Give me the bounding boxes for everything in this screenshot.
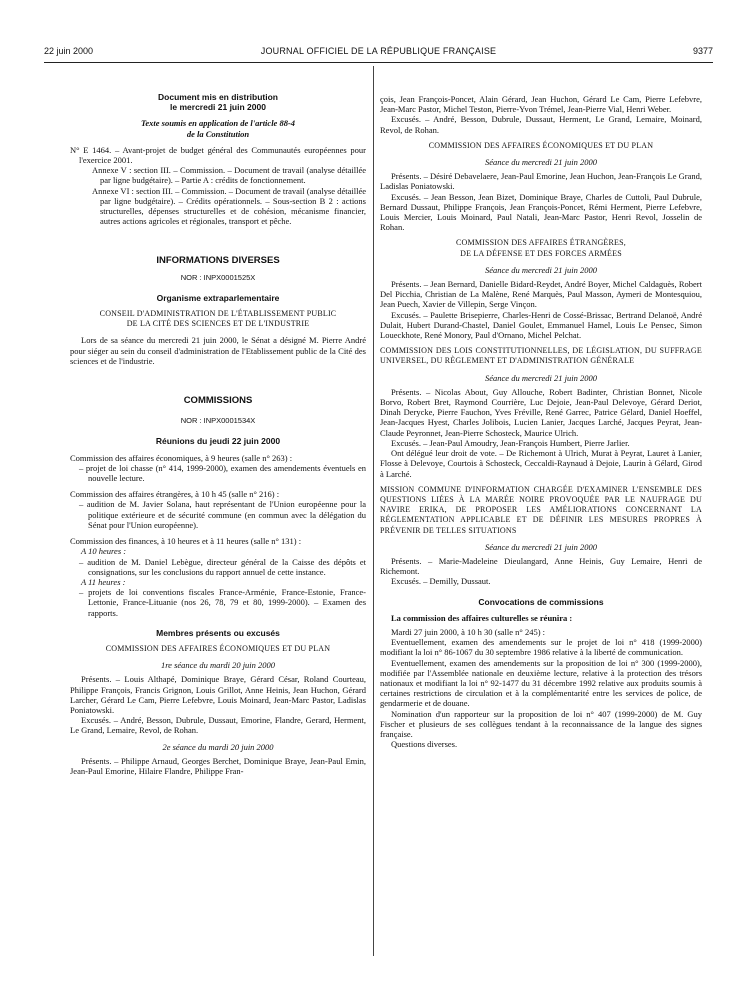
commission-etr-head: Commission des affaires étrangères, à 10 h 45 (salle n° 216) : (70, 489, 280, 500)
annexe-vi: Annexe VI : section III. – Commission. – Document de travail (analyse détaillée par ligne budgétaire). – Crédits opérationnels. – Sous-section B 2 : actions structurelles, dépenses structurelles et de cohésion, mécanisme financier, autres actions agricoles et régionales, transport et pêche. (92, 185, 366, 227)
conseil-text: Lors de sa séance du mercredi 21 juin 2000, le Sénat a désigné M. Pierre André pour siéger au sein du conseil d'administration de l'Etablissement public de la Cité des sciences et de l'industrie. (70, 335, 366, 366)
section-commissions: COMMISSIONS (183, 395, 253, 407)
excuses-1: Excusés. – André, Besson, Dubrule, Dussaut, Emorine, Flandre, Gerard, Herment, Le Grand, Lemaire, Revol, de Rohan. (70, 715, 366, 736)
convocation-p1: Eventuellement, examen des amendements sur le projet de loi n° 418 (1999-2000) modifiant la loi n° 86-1067 du 30 septembre 1986 relative à la liberté de communication. (380, 637, 702, 658)
membres-heading: Membres présents ou excusés (156, 627, 280, 638)
right-column (380, 94, 702, 749)
annexe-v: Annexe V : section III. – Commission. – Document de travail (analyse détaillée par ligne budgétaire). – Partie A : crédits de fonctionnement. (92, 165, 366, 186)
cae-heading: COMMISSION DES AFFAIRES ÉCONOMIQUES ET DU PLAN (105, 643, 331, 653)
convocation-p4: Questions diverses. (391, 739, 458, 750)
cae-heading-r: COMMISSION DES AFFAIRES ÉCONOMIQUES ET DU PLAN (428, 140, 654, 150)
texte-heading: Texte soumis en application de l'article 88-4 (140, 118, 296, 129)
mardi-line: Mardi 27 juin 2000, à 10 h 30 (salle n° 245) : (391, 626, 546, 637)
organisme-heading: Organisme extraparlementaire (156, 292, 280, 303)
commission-fin-a11: A 11 heures : (81, 576, 126, 587)
commission-fin-a10: A 10 heures : (81, 546, 127, 557)
excuses-b: Excusés. – Paulette Brisepierre, Charles-Henri de Cossé-Brissac, Bertrand Delanoë, André Dulait, Hubert Durand-Chastel, Daniel Goulet, Emmanuel Hamel, Louis Le Pensec, Simon Loueckhote, René Monory, Paul d'Ornano, Michel Pelchat. (380, 309, 702, 341)
presents-2: Présents. – Philippe Arnaud, Georges Berchet, Dominique Braye, Jean-Paul Emin, Jean-Paul Emorine, Hilaire Flandre, Philippe Fran- (70, 755, 366, 776)
excuses-a: Excusés. – Jean Besson, Jean Bizet, Dominique Braye, Charles de Cuttoli, Paul Dubrule, Bernard Dussaut, Philippe François, Jean François-Poncet, Rémi Herment, Pierre Lefebvre, Louis Mercier, Louis Moinard, Paul Natali, Jean-Marc Pastor, Henri Revol, Josselin de Rohan. (380, 191, 702, 233)
culture-heading: La commission des affaires culturelles se réunira : (391, 612, 573, 623)
cae2-heading-2: DE LA DÉFENSE ET DES FORCES ARMÉES (460, 248, 622, 258)
header-title: JOURNAL OFFICIEL DE LA RÉPUBLIQUE FRANÇAISE (260, 46, 497, 56)
presents-1: Présents. – Louis Althapé, Dominique Braye, Gérard César, Roland Courteau, Philippe François, Francis Grignon, Louis Grillot, Anne Heinis, Jean Huchon, Gérard Larcher, Gérard Le Cam, Pierre Lefebvre, Louis Moinard, Jean-Marc Pastor, Ladislas Poniatowski. (70, 674, 366, 715)
commission-eco-item: – projet de loi chasse (n° 414, 1999-2000), examen des amendements éventuels en nouvelle lecture. (79, 462, 366, 484)
presents-d: Présents. – Marie-Madeleine Dieulangard, Anne Heinis, Guy Lemaire, Henri de Richemont. (380, 555, 702, 577)
nor-code-2: NOR : INPX0001534X (180, 416, 256, 426)
section-info-diverses: INFORMATIONS DIVERSES (156, 255, 280, 267)
conseil-heading: CONSEIL D'ADMINISTRATION DE L'ÉTABLISSEMENT PUBLIC (99, 309, 337, 319)
seance-d: Séance du mercredi 21 juin 2000 (485, 541, 597, 552)
presents-cont: çois, Jean François-Poncet, Alain Gérard, Jean Huchon, Gérard Le Cam, Pierre Lefebvre, Jean-Marc Pastor, Michel Teston, Pierre-Yvon Trémel, Jean-Pierre Vial, Henri Weber. (380, 94, 702, 115)
reunions-heading: Réunions du jeudi 22 juin 2000 (155, 436, 281, 447)
nor-code: NOR : INPX0001525X (180, 272, 256, 282)
seance-c: Séance du mercredi 21 juin 2000 (485, 372, 597, 383)
excuses-d: Excusés. – Demilly, Dussaut. (391, 576, 491, 587)
convocation-p2: Eventuellement, examen des amendements sur la proposition de loi n° 300 (1999-2000), modifiée par l'Assemblée nationale en deuxième lecture, relative à la protection des trésors nationaux et modifiant la loi n° 92-1477 du 31 décembre 1992 relative aux produits soumis à certaines restrictions de circulation et à la complémentarité entre les services de police, de gendarmerie et de douane. (380, 657, 702, 709)
texte-heading-2: de la Constitution (186, 128, 250, 139)
commission-fin-item1: – audition de M. Daniel Lebègue, directeur général de la Caisse des dépôts et consignations, sur les conclusions du rapport annuel de cette instance. (79, 556, 366, 577)
page-number: 9377 (692, 46, 713, 56)
presents-b: Présents. – Jean Bernard, Danielle Bidard-Reydet, André Boyer, Michel Caldaguès, Robert Del Picchia, Christian de La Malène, René Marquès, Paul Masson, Aymeri de Montesquiou, Jean Puech, Xavier de Villepin, Serge Vinçon. (380, 279, 702, 310)
commission-eco-head: Commission des affaires économiques, à 9 heures (salle n° 263) : (70, 452, 293, 463)
left-column (70, 92, 366, 776)
excuses-cont: Excusés. – André, Besson, Dubrule, Dussaut, Herment, Le Grand, Lemaire, Moinard, Revol, de Rohan. (380, 114, 702, 135)
excuses-c: Excusés. – Jean-Paul Amoudry, Jean-François Humbert, Pierre Jarlier. (391, 437, 630, 448)
page-header (44, 46, 713, 60)
cae2-heading: COMMISSION DES AFFAIRES ÉTRANGÈRES, (456, 238, 626, 248)
seance-1: 1re séance du mardi 20 juin 2000 (160, 660, 276, 671)
header-rule (44, 62, 713, 63)
presents-a: Présents. – Désiré Debavelaere, Jean-Paul Emorine, Jean Huchon, Jean-François Le Grand, Ladislas Poniatowski. (380, 171, 702, 192)
convocation-p3: Nomination d'un rapporteur sur la proposition de loi n° 407 (1999-2000) de M. Guy Fischer et plusieurs de ses collègues tendant à la reconnaissance de la langue des signes française. (380, 708, 702, 739)
e1464-entry: N° E 1464. – Avant-projet de budget général des Communautés européennes pour l'exercice 2001. (70, 144, 366, 166)
presents-c: Présents. – Nicolas About, Guy Allouche, Robert Badinter, Christian Bonnet, Nicole Borvo, Robert Bret, Raymond Courrière, Luc Dejoie, Jean-Paul Delevoye, Gérard Deriot, Dinah Derycke, Pierre Fauchon, Yves Fréville, René Garrec, Patrice Gélard, Daniel Hoeffel, Jean-Jacques Hyest, Charles Jolibois, Lucien Lanier, Jacques Larché, Jacques Peyrat, Jean-Claude Peyronnet, Jean-Pierre Schosteck, Maurice Ulrich. (380, 386, 702, 438)
doc-title-date: le mercredi 21 juin 2000 (170, 102, 266, 113)
commission-fin-head: Commission des finances, à 10 heures et à 11 heures (salle n° 131) : (70, 536, 302, 547)
delegue-c: Ont délégué leur droit de vote. – De Richemont à Ulrich, Murat à Peyrat, Lauret à Lanier, Flosse à Delevoye, Courtois à Schosteck, Ceccaldi-Raynaud à Dejoie, Laurin à Gélard, Girod à Larché. (380, 448, 702, 479)
doc-title: Document mis en distribution (158, 92, 278, 102)
column-divider (373, 66, 374, 956)
commission-fin-item2: – projets de loi conventions fiscales France-Arménie, France-Estonie, France-Lettonie, France-Lituanie (nos 26, 78, 79 et 80, 1999-2000). – Examen des rapports. (79, 587, 366, 618)
header-date: 22 juin 2000 (44, 46, 94, 56)
commission-etr-item: – audition de M. Javier Solana, haut représentant de l'Union européenne pour la politique extérieure et de sécurité commune (en commun avec la délégation du Sénat pour l'Union européenne). (79, 499, 366, 530)
convocations-heading: Convocations de commissions (478, 596, 604, 607)
seance-a: Séance du mercredi 21 juin 2000 (485, 157, 597, 168)
conseil-heading-2: DE LA CITÉ DES SCIENCES ET DE L'INDUSTRIE (126, 319, 310, 329)
seance-2: 2e séance du mardi 20 juin 2000 (162, 741, 274, 752)
mission-heading: MISSION COMMUNE D'INFORMATION CHARGÉE D'EXAMINER L'ENSEMBLE DES QUESTIONS LIÉES À LA MARÉE NOIRE PROVOQUÉE PAR LE NAUFRAGE DU NAVIRE ERIKA, DE PROPOSER LES AMÉLIORATIONS CONCERNANT LA RÉGLEMENTATION APPLICABLE ET DE DÉFINIR LES MESURES PROPRES À PRÉVENIR DE TELLES SITUATIONS (380, 484, 702, 535)
clc-heading: COMMISSION DES LOIS CONSTITUTIONNELLES, DE LÉGISLATION, DU SUFFRAGE UNIVERSEL, DU RÈGLEMENT ET D'ADMINISTRATION GÉNÉRALE (380, 346, 702, 366)
seance-b: Séance du mercredi 21 juin 2000 (485, 264, 597, 275)
